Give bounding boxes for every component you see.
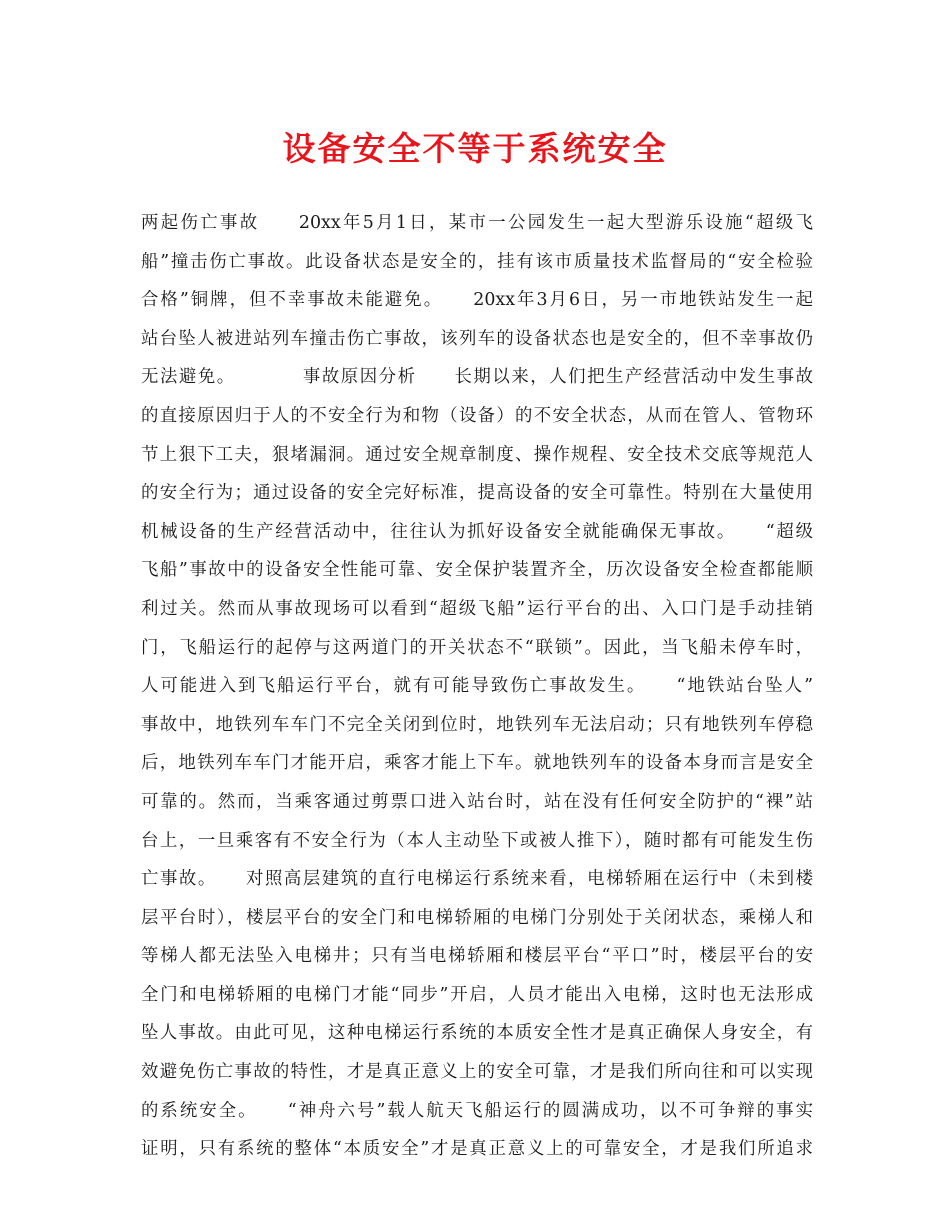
body-line: 后，地铁列车车门才能开启，乘客才能上下车。就地铁列车的设备本身而言是安全 [141,753,813,774]
document-title: 设备安全不等于系统安全 [282,129,668,168]
body-line: 人可能进入到飞船运行平台，就有可能导致伤亡事故发生。 “地铁站台坠人” [141,676,813,697]
body-line: 亡事故。 对照高层建筑的直行电梯运行系统来看，电梯轿厢在运行中（未到楼 [141,869,813,890]
body-line: 层平台时），楼层平台的安全门和电梯轿厢的电梯门分别处于关闭状态，乘梯人和 [141,907,813,928]
body-line: 合格”铜牌，但不幸事故未能避免。 20xx年3月6日，另一市地铁站发生一起 [141,290,813,311]
body-line: 无法避免。 事故原因分析 长期以来，人们把生产经营活动中发生事故 [141,367,813,388]
body-line: 台上，一旦乘客有不安全行为（本人主动坠下或被人推下），随时都有可能发生伤 [141,830,813,851]
body-line: 坠人事故。由此可见，这种电梯运行系统的本质安全性才是真正确保人身安全，有 [141,1023,813,1044]
body-line: 飞船”事故中的设备安全性能可靠、安全保护装置齐全，历次设备安全检查都能顺 [141,560,813,581]
body-line: 等梯人都无法坠入电梯井；只有当电梯轿厢和楼层平台“平口”时，楼层平台的安 [141,946,813,967]
body-line: 效避免伤亡事故的特性，才是真正意义上的安全可靠，才是我们所向往和可以实现 [141,1062,813,1083]
body-line: 利过关。然而从事故现场可以看到“超级飞船”运行平台的出、入口门是手动挂销 [141,598,813,619]
body-line: 船”撞击伤亡事故。此设备状态是安全的，挂有该市质量技术监督局的“安全检验 [141,251,813,272]
body-line: 门，飞船运行的起停与这两道门的开关状态不“联锁”。因此，当飞船未停车时， [141,637,813,658]
body-line: 的直接原因归于人的不安全行为和物（设备）的不安全状态，从而在管人、管物环 [141,405,813,426]
document-body [141,204,813,1169]
body-line: 节上狠下工夫，狠堵漏洞。通过安全规章制度、操作规程、安全技术交底等规范人 [141,444,813,465]
body-line: 证明，只有系统的整体“本质安全”才是真正意义上的可靠安全，才是我们所追求 [141,1139,813,1160]
body-line: 的系统安全。 “神舟六号”载人航天飞船运行的圆满成功，以不可争辩的事实 [141,1100,813,1121]
body-line: 站台坠人被进站列车撞击伤亡事故，该列车的设备状态也是安全的，但不幸事故仍 [141,328,813,349]
body-line: 全门和电梯轿厢的电梯门才能“同步”开启，人员才能出入电梯，这时也无法形成 [141,984,813,1005]
body-line: 事故中，地铁列车车门不完全关闭到位时，地铁列车无法启动；只有地铁列车停稳 [141,714,813,735]
body-line: 机械设备的生产经营活动中，往往认为抓好设备安全就能确保无事故。 “超级 [141,521,813,542]
body-line: 可靠的。然而，当乘客通过剪票口进入站台时，站在没有任何安全防护的“裸”站 [141,791,813,812]
body-line: 两起伤亡事故 20xx年5月1日，某市一公园发生一起大型游乐设施“超级飞 [141,213,813,233]
body-line: 的安全行为；通过设备的安全完好标准，提高设备的安全可靠性。特别在大量使用 [141,483,813,504]
